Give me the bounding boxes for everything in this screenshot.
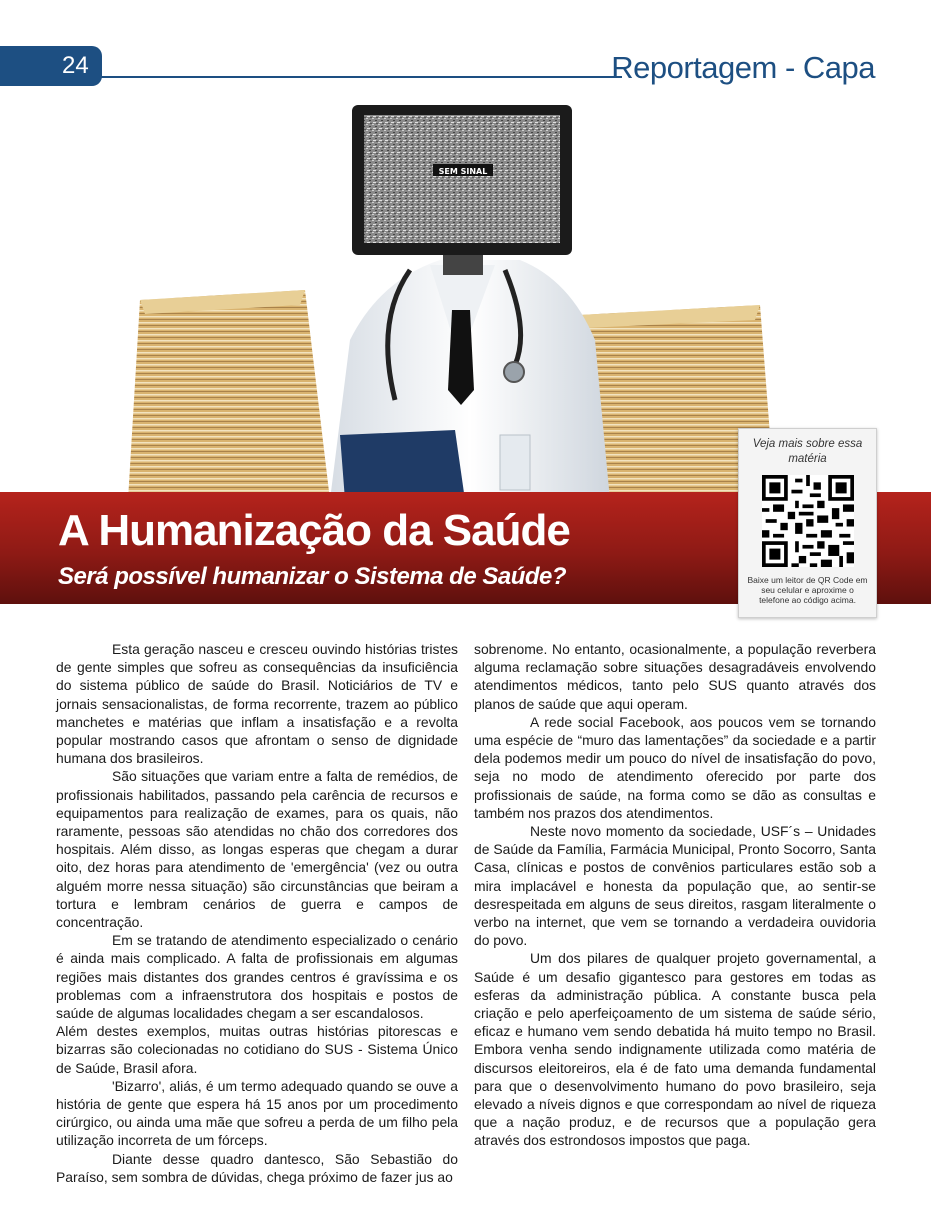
- tv-monitor-icon: [352, 105, 572, 255]
- paragraph: São situações que variam entre a falta de remédios, de profissionais habilitados, passando pela carência de recursos e equipamentos para realização de exames, para os quais, não raramente, pessoas são atendidas no chão dos corredores dos hospitais. Além disso, as longas esperas que chegam a durar oito, dez horas para atendimento de 'emergência' (vez ou outra alguém morre nessa situação) são circunstâncias que beiram a tortura e lembram cenários de guerra e campos de concentração.: [56, 768, 458, 931]
- page-number: 24: [62, 52, 89, 79]
- paragraph: Um dos pilares de qualquer projeto governamental, a Saúde é um desafio gigantesco para gestores em todas as esferas da administração pública. A constante busca pela criação e pelo aperfeiçoamento de um sistema de saúde sério, eficaz e humano vem sendo debatida há muito tempo no Brasil. Embora venha sendo indignamente utilizada como matéria de discursos eleitoreiros, ela é de fato uma demanda fundamental para que o desenvolvimento humano do povo brasileiro, seja elevado a níveis dignos e que correspondam ao nível de riqueza que a nação produz, e de recursos que a população gera através dos estrondosos impostos que paga.: [474, 950, 876, 1149]
- qr-code-icon[interactable]: [762, 475, 854, 567]
- folder-icon: [340, 430, 465, 500]
- page-number-tab: [0, 46, 102, 86]
- qr-box-title: Veja mais sobre essa matéria: [752, 438, 863, 465]
- paragraph: Além destes exemplos, muitas outras histórias pitorescas e bizarras são colecionadas no cotidiano do SUS - Sistema Único de Saúde, Brasil afora.: [56, 1023, 458, 1076]
- paragraph: Esta geração nasceu e cresceu ouvindo histórias tristes de gente simples que sofreu as consequências da insuficiência do sistema público de saúde do Brasil. Noticiários de TV e jornais sensacionalistas, de forma recorrente, trazem ao público manchetes e matérias que inflam a insatisfação e a revolta popular mostrando casos que afrontam o senso de dignidade humana dos brasileiros.: [56, 641, 458, 767]
- article-title: A Humanização da Saúde: [58, 506, 570, 555]
- header-rule: [100, 76, 622, 78]
- paragraph: Em se tratando de atendimento especializado o cenário é ainda mais complicado. A falta de profissionais em algumas regiões mais distantes dos grandes centros é gravíssima e os problemas com a infraenstrutora dos hospitais e postos de saúde de algumas localidades chegam a ser escandalosos.: [56, 932, 458, 1022]
- section-title: Reportagem - Capa: [611, 50, 875, 85]
- article-column-left: [56, 640, 458, 1186]
- paragraph: 'Bizarro', aliás, é um termo adequado quando se ouve a história de gente que espera há 15 anos por um procedimento cirúrgico, ou ainda uma mãe que sofreu a perda de um filho pela utilização incorreta de um fórceps.: [56, 1077, 458, 1149]
- article-subtitle: Será possível humanizar o Sistema de Saúde?: [58, 563, 567, 590]
- paragraph: Neste novo momento da sociedade, USF´s – Unidades de Saúde da Família, Farmácia Municipal, Pronto Socorro, Santa Casa, clínicas e postos de convênios particulares estão sob a mira implacável e honesta da população que, ao sentir-se desrespeitada em alguns de seus direitos, rasgam literalmente o verbo na internet, que vem se tornando a verdadeira ouvidoria do povo.: [474, 823, 876, 949]
- qr-box-caption: Baixe um leitor de QR Code em seu celular e aproxime o telefone ao código acima.: [747, 575, 868, 605]
- paragraph: A rede social Facebook, aos poucos vem se tornando uma espécie de “muro das lamentações” da sociedade e a partir dela podemos medir um pouco do nível de insatisfação do povo, seja no modo de atendimento oferecido por parte dos profissionais de saúde, na forma como se dão as consultas e também nos prazos dos atendimentos.: [474, 713, 876, 821]
- paragraph: Diante desse quadro dantesco, São Sebastião do Paraíso, sem sombra de dúvidas, chega próximo de fazer jus ao: [56, 1150, 458, 1185]
- tv-screen-text: SEM SINAL: [438, 167, 488, 176]
- article-column-right: [474, 640, 876, 1150]
- paragraph: sobrenome. No entanto, ocasionalmente, a população reverbera alguma reclamação sobre situações desagradáveis envolvendo atendimentos médicos, tanto pelo SUS quanto através dos planos de saúde que aqui operam.: [474, 641, 876, 712]
- qr-code-box: [738, 428, 877, 618]
- paper-stack-left-icon: [128, 290, 330, 500]
